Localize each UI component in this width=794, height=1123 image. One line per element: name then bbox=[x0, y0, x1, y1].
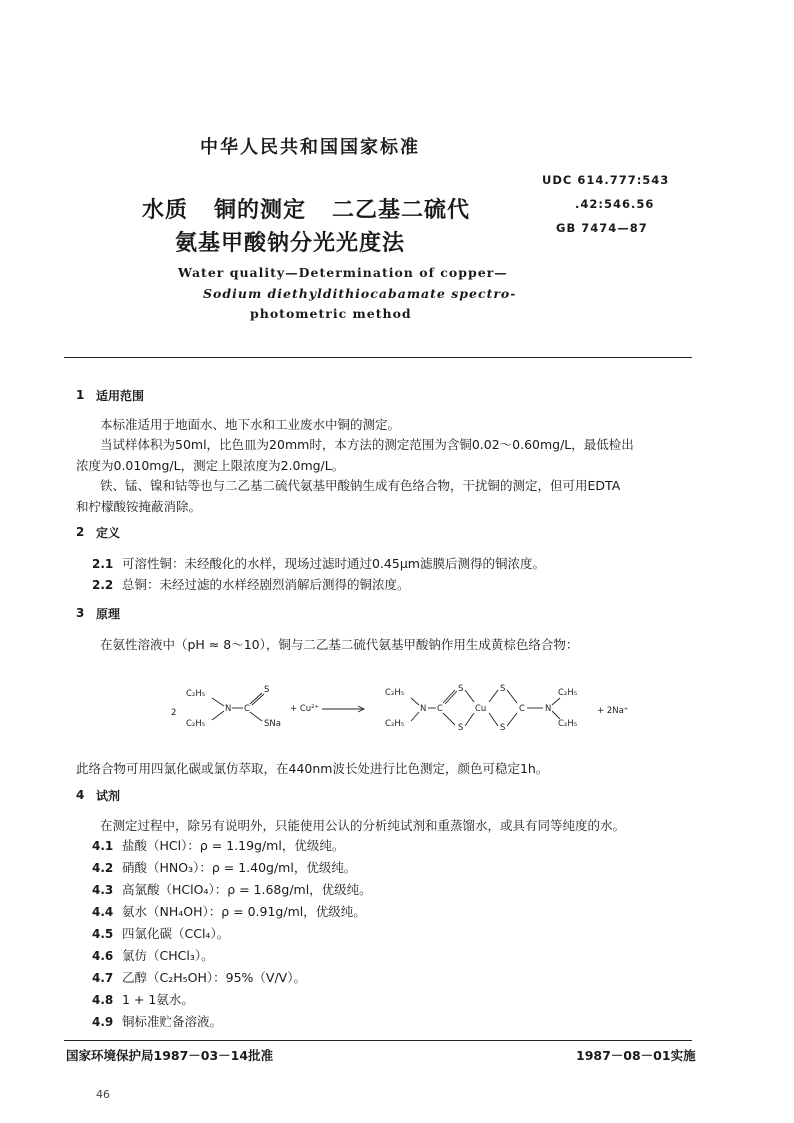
reagent-text: 硝酸（HNO₃）：ρ = 1.40g/ml，优级纯。 bbox=[122, 860, 357, 875]
product-nitrogen-right: N bbox=[545, 704, 552, 714]
section-3-title: 原理 bbox=[96, 607, 121, 621]
title-en-line3: photometric method bbox=[250, 306, 412, 321]
standard-org-heading: 中华人民共和国国家标准 bbox=[200, 137, 420, 158]
reagent-number: 4.1 bbox=[92, 839, 114, 853]
reagent-text: 氯仿（CHCl₃）。 bbox=[122, 948, 214, 963]
item-2-1-number: 2.1 bbox=[92, 557, 114, 571]
udc-code-line2: .42:546.56 bbox=[575, 197, 655, 211]
section-4-title: 试剂 bbox=[96, 789, 121, 803]
section-2-number: 2 bbox=[76, 525, 85, 539]
section-4-intro: 在测定过程中，除另有说明外，只能使用公认的分析纯试剂和重蒸馏水，或具有同等纯度的水。 bbox=[100, 818, 626, 833]
product-carbon-left: C bbox=[437, 704, 443, 714]
item-2-1-text: 可溶性铜：未经酸化的水样，现场过滤时通过0.45μm滤膜后测得的铜浓度。 bbox=[122, 556, 545, 571]
product-ethyl-3: C₂H₅ bbox=[558, 688, 578, 698]
title-en-line1: Water quality—Determination of copper— bbox=[178, 265, 508, 280]
reactant-carbon: C bbox=[244, 704, 250, 714]
reagent-number: 4.5 bbox=[92, 927, 114, 941]
product-ethyl-2: C₂H₅ bbox=[385, 719, 405, 729]
section-1-para-1: 本标准适用于地面水、地下水和工业废水中铜的测定。 bbox=[100, 417, 401, 432]
reagent-text: 氨水（NH₄OH）：ρ = 0.91g/ml，优级纯。 bbox=[122, 904, 366, 919]
product-copper: Cu bbox=[475, 704, 487, 714]
reagent-number: 4.9 bbox=[92, 1015, 114, 1029]
reagent-text: 盐酸（HCl）：ρ = 1.19g/ml，优级纯。 bbox=[122, 838, 345, 853]
reagent-number: 4.4 bbox=[92, 905, 114, 919]
product-ethyl-4: C₂H₅ bbox=[558, 719, 578, 729]
product-sulfur-3: S bbox=[500, 684, 506, 694]
udc-code-line1: UDC 614.777:543 bbox=[542, 173, 670, 187]
reactant-sna: SNa bbox=[264, 719, 281, 729]
product-nitrogen-left: N bbox=[420, 704, 427, 714]
reactant-plus-cu: + Cu²⁺ bbox=[290, 704, 320, 714]
gb-number: GB 7474—87 bbox=[556, 221, 648, 235]
section-1-number: 1 bbox=[76, 388, 85, 402]
product-sulfur-4: S bbox=[500, 723, 506, 733]
section-3-para-2: 此络合物可用四氯化碳或氯仿萃取，在440nm波长处进行比色测定，颜色可稳定1h。 bbox=[76, 761, 549, 776]
page-number: 46 bbox=[96, 1088, 110, 1101]
reagent-text: 高氯酸（HClO₄）：ρ = 1.68g/ml，优级纯。 bbox=[122, 882, 372, 897]
product-sulfur-1: S bbox=[458, 684, 464, 694]
product-carbon-right: C bbox=[519, 704, 525, 714]
header-divider bbox=[64, 357, 692, 358]
reagent-number: 4.3 bbox=[92, 883, 114, 897]
title-en-line2: Sodium diethyldithiocabamate spectro- bbox=[203, 286, 517, 301]
effective-date: 1987－08－01实施 bbox=[576, 1048, 696, 1063]
section-1-para-2a: 当试样体积为50ml，比色皿为20mm时，本方法的测定范围为含铜0.02～0.60mg/L，最低检出 bbox=[100, 437, 634, 452]
reagent-text: 乙醇（C₂H₅OH）：95%（V/V）。 bbox=[122, 970, 306, 985]
section-1-para-3b: 和柠檬酸铵掩蔽消除。 bbox=[76, 499, 202, 514]
section-1-para-3a: 铁、锰、镍和钴等也与二乙基二硫代氨基甲酸钠生成有色络合物，干扰铜的测定，但可用EDTA bbox=[100, 478, 621, 493]
item-2-2-text: 总铜：未经过滤的水样经剧烈消解后测得的铜浓度。 bbox=[122, 577, 410, 592]
reagent-number: 4.7 bbox=[92, 971, 114, 985]
reagent-text: 铜标准贮备溶液。 bbox=[122, 1014, 223, 1029]
product-ethyl-1: C₂H₅ bbox=[385, 688, 405, 698]
section-1-para-2b: 浓度为0.010mg/L，测定上限浓度为2.0mg/L。 bbox=[76, 458, 345, 473]
footer-divider bbox=[64, 1040, 692, 1041]
reaction-equation bbox=[0, 678, 794, 748]
section-3-para-1: 在氨性溶液中（pH ≈ 8～10），铜与二乙基二硫代氨基甲酸钠作用生成黄棕色络合物： bbox=[100, 637, 579, 652]
reagent-text: 四氯化碳（CCl₄）。 bbox=[122, 926, 230, 941]
reagent-number: 4.2 bbox=[92, 861, 114, 875]
reagent-text: 1 + 1氨水。 bbox=[122, 992, 194, 1007]
product-plus-sodium: + 2Na⁺ bbox=[597, 706, 629, 716]
title-cn-line2: 氨基甲酸钠分光光度法 bbox=[175, 231, 406, 256]
section-1-title: 适用范围 bbox=[96, 389, 145, 403]
reactant-nitrogen: N bbox=[225, 704, 232, 714]
reagent-number: 4.6 bbox=[92, 949, 114, 963]
reactant-ethyl-1: C₂H₅ bbox=[186, 689, 206, 699]
reactant-ethyl-2: C₂H₅ bbox=[186, 719, 206, 729]
title-cn-line1: 水质 铜的测定 二乙基二硫代 bbox=[142, 198, 470, 223]
section-2-title: 定义 bbox=[96, 526, 121, 540]
reactant-coefficient: 2 bbox=[171, 708, 177, 718]
reagent-number: 4.8 bbox=[92, 993, 114, 1007]
product-sulfur-2: S bbox=[458, 723, 464, 733]
section-3-number: 3 bbox=[76, 606, 85, 620]
approval-line: 国家环境保护局1987－03－14批准 bbox=[66, 1048, 274, 1063]
reactant-sulfur: S bbox=[264, 685, 270, 695]
section-4-number: 4 bbox=[76, 788, 85, 802]
item-2-2-number: 2.2 bbox=[92, 578, 114, 592]
